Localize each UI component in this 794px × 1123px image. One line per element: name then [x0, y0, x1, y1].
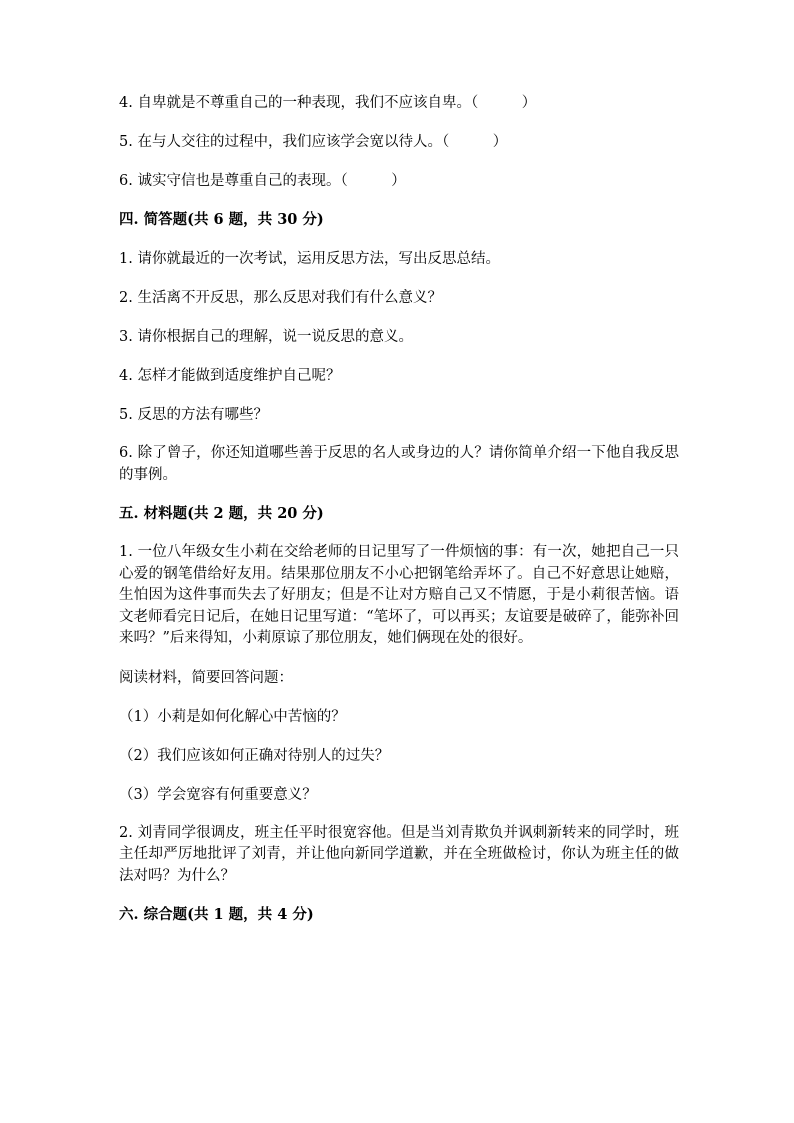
true-false-item-5: 5. 在与人交往的过程中，我们应该学会宽以待人。（ ）	[119, 134, 508, 150]
material-question-1-sub-2: （2）我们应该如何正确对待别人的过失？	[119, 747, 390, 764]
true-false-item-4: 4. 自卑就是不尊重自己的一种表现，我们不应该自卑。（ ）	[119, 95, 537, 111]
section-6-title: 六. 综合题(共 1 题，共 4 分)	[119, 906, 314, 923]
section-5-title: 五. 材料题(共 2 题，共 20 分)	[119, 505, 324, 522]
short-answer-item-3: 3. 请你根据自己的理解，说一说反思的意义。	[119, 329, 413, 345]
material-question-1-text: 1. 一位八年级女生小莉在交给老师的日记里写了一件烦恼的事：有一次，她把自己一只心爱的钢笔借给好友用。结果那位朋友不小心把钢笔给弄坏了。自己不好意思让她赔，生怕因为这件事而失去了好朋友；但是不让对方赔自己又不情愿，于是小莉很苦恼。语文老师看完日记后，在她日记里写道：“笔坏了，可以再买；友谊要是破碎了，能弥补回来吗？”后来得知，小莉原谅了那位朋友，她们俩现在处的很好。	[119, 544, 679, 646]
section-4-title: 四. 简答题(共 6 题，共 30 分)	[119, 211, 324, 228]
short-answer-item-6: 6. 除了曾子，你还知道哪些善于反思的名人或身边的人？请你简单介绍一下他自我反思的事例。	[119, 445, 679, 483]
material-question-1-sub-3: （3）学会宽容有何重要意义？	[119, 786, 317, 803]
material-question-2-text: 2. 刘青同学很调皮，班主任平时很宽容他。但是当刘青欺负并讽刺新转来的同学时，班主任却严厉地批评了刘青，并让他向新同学道歉，并在全班做检讨，你认为班主任的做法对吗？为什么？	[119, 824, 679, 884]
short-answer-item-4: 4. 怎样才能做到适度维护自己呢？	[119, 368, 341, 384]
exam-page	[119, 92, 679, 926]
short-answer-item-1: 1. 请你就最近的一次考试，运用反思方法，写出反思总结。	[119, 251, 500, 267]
material-question-1-prompt: 阅读材料，简要回答问题：	[119, 669, 293, 686]
short-answer-item-2: 2. 生活离不开反思，那么反思对我们有什么意义？	[119, 290, 442, 306]
short-answer-item-5: 5. 反思的方法有哪些？	[119, 407, 268, 423]
material-question-1-sub-1: （1）小莉是如何化解心中苦恼的？	[119, 708, 346, 725]
true-false-item-6: 6. 诚实守信也是尊重自己的表现。（ ）	[119, 173, 406, 189]
